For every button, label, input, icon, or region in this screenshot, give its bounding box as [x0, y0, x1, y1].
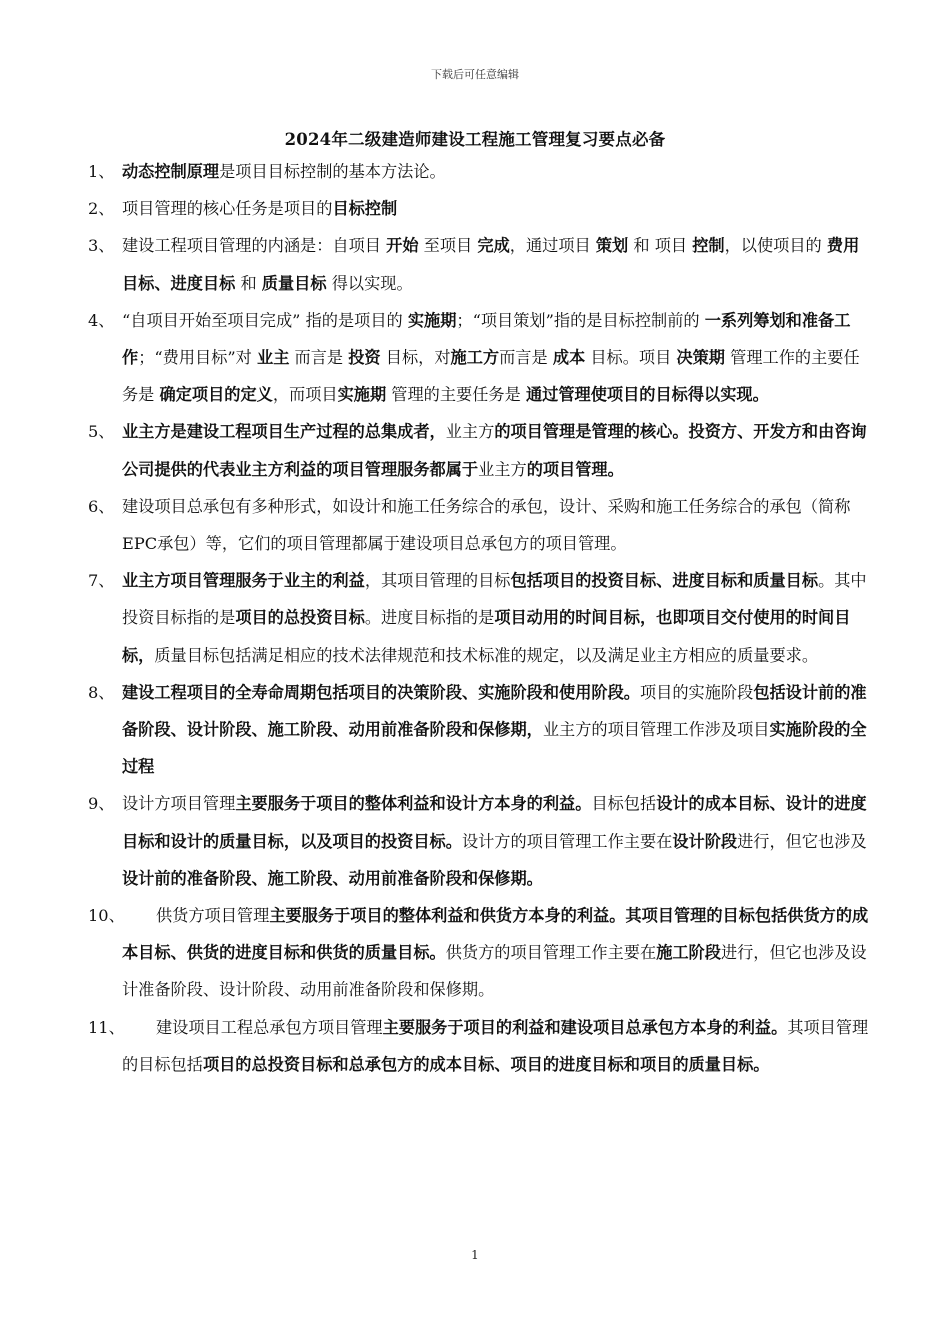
item-number: 9、 [88, 794, 115, 814]
list-item [88, 674, 870, 786]
bold-text: 项目的总投资目标和总承包方的成本目标、项目的进度目标和项目的质量目标。 [202, 1054, 770, 1074]
page-number: 1 [471, 1248, 479, 1262]
item-text: 供货方项目管理 [156, 906, 270, 926]
item-text: 和 [235, 273, 262, 293]
item-text: ，其项目管理的目标 [364, 571, 511, 591]
bold-text: 完成 [477, 236, 510, 256]
item-text: 而言是 [289, 348, 349, 368]
item-text: ；“费用目标”对 [138, 348, 258, 368]
bold-text: 动态控制原理 [122, 162, 220, 181]
item-number: 7、 [88, 571, 115, 591]
list-item [88, 153, 870, 190]
item-text: 其项目管理的目标包括 [122, 1017, 869, 1074]
item-number: 11、 [88, 1017, 125, 1037]
item-text: “自项目开始至项目完成” 指的是项目的 [122, 310, 408, 330]
item-number: 3、 [88, 236, 115, 256]
item-text: 至项目 [418, 236, 478, 256]
list-item [88, 488, 870, 562]
item-text: 进行，但它也涉及设计准备阶段、设计阶段、动用前准备阶段和保修期。 [122, 943, 867, 1000]
page-header: 下载后可任意编辑 [431, 68, 519, 81]
bold-text: 业主 [257, 348, 290, 368]
document-title: 2024年二级建造师建设工程施工管理复习要点必备 [284, 130, 666, 149]
item-number: 2、 [88, 199, 115, 219]
bold-text: 质量目标 [261, 273, 327, 293]
bold-text: 费用目标、进度目标 [122, 236, 860, 293]
bold-text: 主要服务于项目的利益和建设项目总承包方本身的利益。 [382, 1017, 788, 1037]
item-text: 得以实现。 [326, 273, 413, 293]
item-number: 4、 [88, 310, 115, 330]
item-text: 目标，对 [380, 348, 451, 368]
item-text: 管理的主要任务是 [386, 385, 526, 405]
item-number: 10、 [88, 906, 125, 926]
bold-text: 的项目管理。 [526, 459, 624, 479]
list-item [88, 562, 870, 674]
list-item [88, 190, 870, 227]
item-text: ，通过项目 [509, 236, 596, 256]
item-text: 建设项目工程总承包方项目管理 [156, 1017, 383, 1037]
item-text: 设计方项目管理 [122, 794, 236, 814]
item-text: ，以使项目的 [724, 236, 827, 256]
bold-text: 建设工程项目的全寿命周期包括项目的决策阶段、实施阶段和使用阶段。 [122, 682, 640, 702]
bold-text: 通过管理使项目的目标得以实现。 [525, 385, 769, 405]
item-text: 管理工作的主要任务是 [122, 348, 860, 405]
bold-text: 包括设计前的准备阶段、设计阶段、施工阶段、动用前准备阶段和保修期， [122, 682, 867, 740]
item-text: 业主方 [445, 422, 495, 442]
bold-text: 设计阶段 [672, 831, 738, 851]
bold-text: 包括项目的投资目标、进度目标和质量目标 [510, 571, 819, 591]
bold-text: 开始 [386, 236, 419, 256]
item-text: 业主方 [478, 459, 527, 479]
item-list [88, 153, 870, 1083]
item-text: 而言是 [499, 348, 553, 368]
bold-text: 一系列筹划和准备工作 [122, 310, 851, 368]
item-text: 建设项目总承包有多种形式，如设计和施工任务综合的承包，设计、采购和施工任务综合的承包（简称EPC承包）等，它们的项目管理都属于建设项目总承包方的项目管理。 [122, 496, 851, 554]
list-item [88, 413, 870, 487]
item-text: 质量目标包括满足相应的技术法律规范和技术标准的规定，以及满足业主方相应的质量要求。 [154, 645, 819, 665]
list-item [88, 785, 870, 897]
item-text: 目标包括 [591, 794, 657, 814]
bold-text: 施工阶段 [656, 943, 721, 963]
item-text: 进行，但它也涉及 [737, 831, 867, 851]
item-text: 是项目目标控制的基本方法论。 [219, 162, 446, 181]
item-text: 目标。项目 [585, 348, 677, 368]
item-text: 。其中投资目标指的是 [122, 571, 867, 628]
bold-text: 主要服务于项目的整体利益和设计方本身的利益。 [235, 794, 592, 814]
item-text: 。进度目标指的是 [364, 608, 495, 628]
bold-text: 业主方是建设工程项目生产过程的总集成者， [122, 422, 446, 442]
bold-text: 实施阶段的全过程 [122, 720, 867, 777]
bold-text: 设计的成本目标、设计的进度目标和设计的质量目标，以及项目的投资目标。 [122, 794, 867, 851]
bold-text: 控制 [692, 236, 725, 256]
list-item [88, 302, 870, 414]
list-item [88, 897, 870, 1009]
bold-text: 设计前的准备阶段、施工阶段、动用前准备阶段和保修期。 [122, 868, 543, 888]
bold-text: 主要服务于项目的整体利益和供货方本身的利益。其项目管理的目标包括供货方的成本目标、供货的进度目标和供货的质量目标。 [122, 906, 869, 963]
item-number: 1、 [88, 162, 115, 181]
bold-text: 业主方项目管理服务于业主的利益 [122, 571, 365, 591]
bold-text: 目标控制 [332, 199, 398, 219]
bold-text: 实施期 [407, 310, 457, 330]
bold-text: 实施期 [337, 385, 387, 405]
item-number: 8、 [88, 682, 115, 702]
bold-text: 项目动用的时间目标，也即项目交付使用的时间目标， [122, 608, 851, 665]
item-text: 项目管理的核心任务是项目的 [122, 199, 333, 219]
list-item [88, 1009, 870, 1083]
item-text: 和 项目 [628, 236, 693, 256]
item-number: 5、 [88, 422, 115, 442]
bold-text: 投资 [348, 348, 381, 368]
bold-text: 施工方 [450, 348, 500, 368]
bold-text: 的项目管理是管理的核心。投资方、开发方和由咨询公司提供的代表业主方利益的项目管理服务都属于 [122, 422, 867, 479]
item-text: ，而项目 [272, 385, 338, 405]
item-number: 6、 [88, 496, 115, 516]
item-text: 供货方的项目管理工作主要在 [445, 943, 657, 963]
item-text: 建设工程项目管理的内涵是：自项目 [122, 236, 387, 256]
bold-text: 决策期 [676, 348, 725, 368]
item-text: ；“项目策划”指的是目标控制前的 [456, 310, 705, 330]
bold-text: 策划 [595, 236, 629, 256]
item-text: 业主方的项目管理工作涉及项目 [542, 720, 770, 740]
list-item [88, 227, 870, 301]
bold-text: 项目的总投资目标 [235, 608, 365, 628]
bold-text: 确定项目的定义 [159, 385, 273, 405]
item-text: 设计方的项目管理工作主要在 [461, 831, 673, 851]
bold-text: 成本 [552, 348, 586, 368]
item-text: 项目的实施阶段 [640, 682, 754, 702]
